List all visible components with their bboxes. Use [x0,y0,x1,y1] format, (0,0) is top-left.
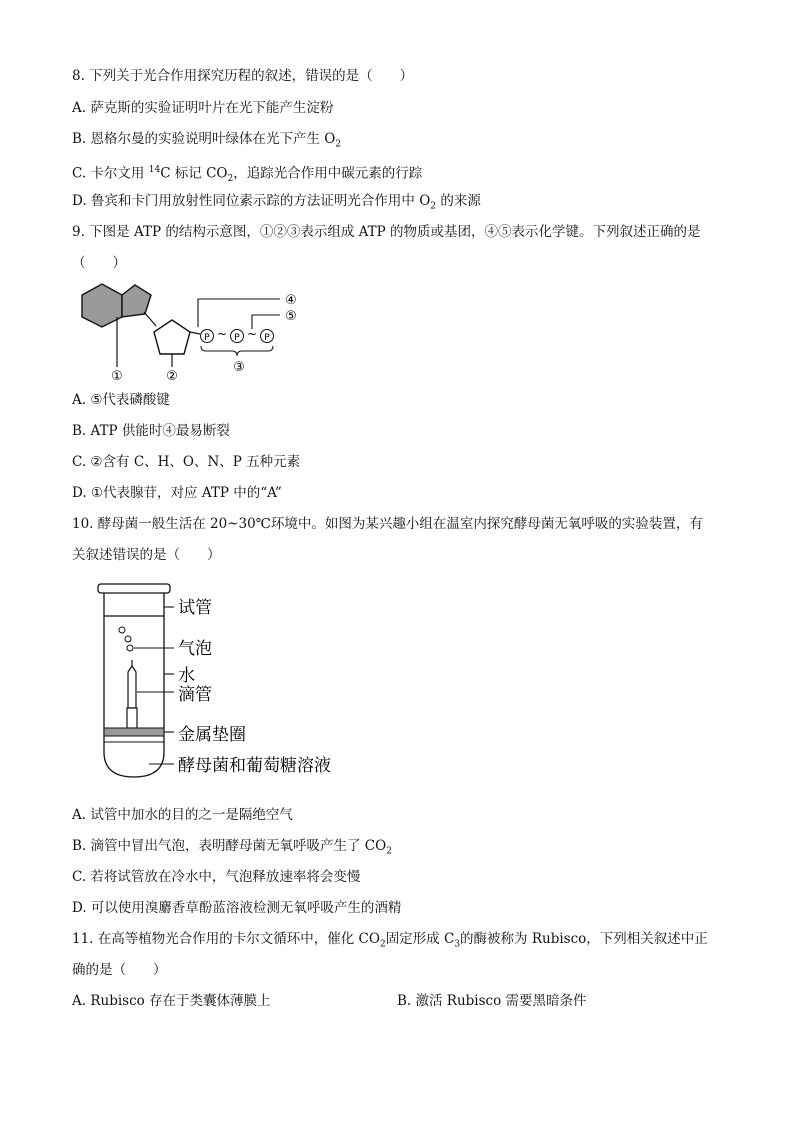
label-test-tube: 试管 [178,598,212,618]
label-dropper: 滴管 [178,685,212,705]
label-3: ③ [233,360,245,375]
q8-option-c: C. 卡尔文用 $^{14}$C 标记 $CO_2$，追踪光合作用中碳元素的行踪 [72,165,423,185]
metal-ring [104,728,164,736]
label-2: ② [166,369,178,384]
label-metal-ring: 金属垫圈 [178,725,246,745]
label-solution: 酵母菌和葡萄糖溶液 [178,756,331,776]
q9-option-b: B. ATP 供能时④最易断裂 [72,423,230,439]
phosphate-3-text: P [264,333,270,343]
q10-option-d: D. 可以使用溴麝香草酚蓝溶液检测无氧呼吸产生的酒精 [72,900,402,916]
q8-option-b: B. 恩格尔曼的实验说明叶绿体在光下产生 $O_2$ [72,131,342,150]
q9-option-c: C. ②含有 C、H、O、N、P 五种元素 [72,454,301,470]
q11-option-a: A. Rubisco 存在于类囊体薄膜上 [72,993,271,1009]
high-energy-bond-2: ~ [246,327,258,341]
q9-stem-line1: 9. 下图是 ATP 的结构示意图，①②③表示组成 ATP 的物质或基团，④⑤表示化学键。下列叙述正确的是 [72,224,701,240]
q8-stem: 8. 下列关于光合作用探究历程的叙述，错误的是（ ） [72,68,414,84]
high-energy-bond-1: ~ [216,327,228,341]
label-4: ④ [285,293,297,308]
glycosidic-bond-line [144,312,156,326]
dropper-bulb [127,708,137,728]
ribose-pentagon [154,320,190,354]
q9-stem-line2: （ ） [72,255,126,271]
adenine-hexagon-ring [82,284,122,327]
q10-option-b: B. 滴管中冒出气泡，表明酵母菌无氧呼吸产生了 $CO_2$ [72,838,392,857]
q8-option-d: D. 鲁宾和卡门用放射性同位素示踪的方法证明光合作用中 $O_2$ 的来源 [72,193,481,212]
adenine-pentagon-ring [122,285,151,317]
q10-stem-line2: 关叙述错误的是（ ） [72,547,221,563]
dropper [128,660,136,708]
q9-option-a: A. ⑤代表磷酸键 [72,392,170,408]
label-bubble: 气泡 [178,639,212,659]
q10-stem-line1: 10. 酵母菌一般生活在 20~30℃环境中。如图为某兴趣小组在温室内探究酵母菌无氧呼吸的实验装置，有 [72,516,703,532]
label-1: ① [111,369,123,384]
q9-option-d: D. ①代表腺苷，对应 ATP 中的“A” [72,485,282,501]
phosphate-group-brace [201,346,273,356]
phosphate-1-text: P [204,333,210,343]
label-water: 水 [178,666,195,686]
q11-stem-line1: 11. 在高等植物光合作用的卡尔文循环中，催化 $CO_2$固定形成 $C_3$的酶被称为 Rubisco，下列相关叙述中正 [72,931,708,950]
ester-bond-line [190,332,200,334]
label-5: ⑤ [285,309,297,324]
q10-option-a: A. 试管中加水的目的之一是隔绝空气 [72,807,293,823]
test-tube-rim [98,584,170,593]
yeast-experiment-diagram [94,580,364,785]
q11-stem-line2: 确的是（ ） [72,962,167,978]
bubble-1 [119,627,125,633]
phosphate-2-text: P [234,333,240,343]
atp-structure-diagram [72,280,312,386]
q10-option-c: C. 若将试管放在冷水中，气泡释放速率将会变慢 [72,869,361,885]
q8-option-a: A. 萨克斯的实验证明叶片在光下能产生淀粉 [72,100,334,116]
leader-line-4 [198,299,280,327]
q11-option-b: B. 激活 Rubisco 需要黑暗条件 [397,993,587,1009]
bubble-3 [127,645,133,651]
bubble-2 [125,636,131,642]
